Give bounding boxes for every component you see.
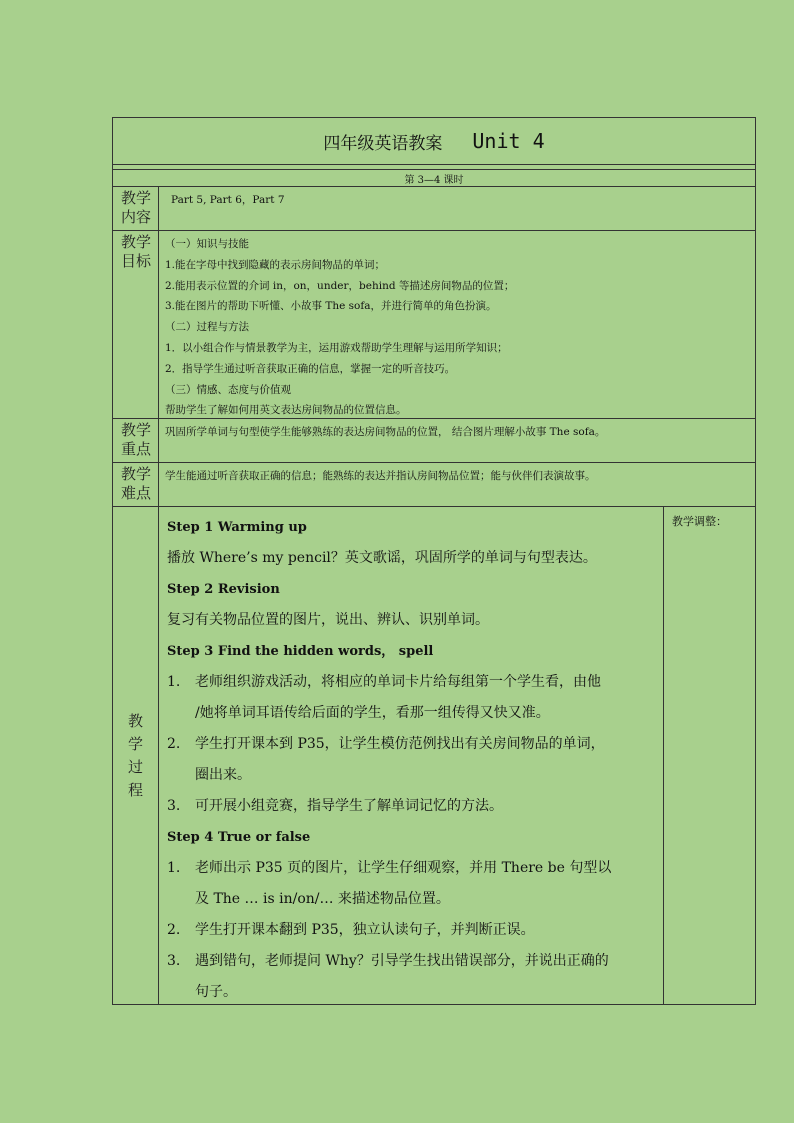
difficulty-cell — [159, 463, 755, 506]
list-text: 及 The … is in/on/… 来描述物品位置。 — [195, 891, 450, 907]
process-row — [113, 507, 755, 1004]
list-item — [167, 853, 657, 884]
list-item-cont — [167, 760, 657, 791]
list-text: 可开展小组竞赛，指导学生了解单词记忆的方法。 — [195, 798, 503, 814]
process-label-cell — [113, 507, 159, 1004]
period-row — [113, 170, 755, 187]
list-item-cont — [167, 698, 657, 729]
process-cell — [159, 507, 664, 1004]
goals-line: 2．指导学生通过听音获取正确的信息，掌握一定的听音技巧。 — [165, 362, 456, 375]
content-row — [113, 187, 755, 231]
list-number: 1. — [167, 860, 181, 876]
list-item-cont — [167, 884, 657, 915]
difficulty-row — [113, 463, 755, 507]
list-text: 句子。 — [195, 984, 237, 1000]
list-number: 1. — [167, 674, 181, 690]
list-text: 学生打开课本翻到 P35，独立认读句子，并判断正误。 — [195, 922, 535, 938]
list-item — [167, 729, 657, 760]
goals-line: （一）知识与技能 — [165, 238, 249, 250]
list-number: 3. — [167, 798, 181, 814]
adjustment-label: 教学调整： — [672, 515, 727, 528]
content-label: 教学内容 — [113, 187, 159, 230]
list-number: 2. — [167, 922, 181, 938]
content-text: Part 5, Part 6，Part 7 — [171, 194, 285, 206]
list-item — [167, 946, 657, 977]
list-item — [167, 667, 657, 698]
goals-line: 帮助学生了解如何用英文表达房间物品的位置信息。 — [165, 404, 407, 417]
goals-row — [113, 231, 755, 419]
key-cell — [159, 419, 755, 462]
goals-cell — [159, 231, 755, 418]
goals-label: 教学目标 — [113, 231, 159, 418]
list-text: 圈出来。 — [195, 767, 251, 783]
step-title: Step 2 Revision — [167, 582, 280, 597]
unit-title: Unit 4 — [472, 129, 545, 153]
list-text: 学生打开课本到 P35，让学生模仿范例找出有关房间物品的单词， — [195, 736, 605, 752]
goals-line: （三）情感、态度与价值观 — [165, 383, 291, 396]
lesson-plan-table — [112, 117, 756, 1005]
step-title: Step 4 True or false — [167, 830, 311, 845]
list-item-cont — [167, 977, 657, 1008]
list-number: 3. — [167, 953, 181, 969]
page-title: 四年级英语教案 — [323, 133, 443, 154]
period-text: 第 3—4 课时 — [404, 174, 464, 186]
goals-line: 1．以小组合作与情景教学为主，运用游戏帮助学生理解与运用所学知识； — [165, 341, 508, 354]
step-text: 复习有关物品位置的图片，说出、辨认、识别单词。 — [167, 612, 489, 628]
content-cell — [159, 187, 755, 230]
list-item — [167, 791, 657, 822]
adjustment-cell — [664, 507, 755, 1004]
list-number: 2. — [167, 736, 181, 752]
key-text: 巩固所学单词与句型使学生能够熟练的表达房间物品的位置， 结合图片理解小故事 The sofa。 — [165, 426, 606, 438]
goals-line: 2.能用表示位置的介词 in，on，under，behind 等描述房间物品的位置； — [165, 279, 515, 292]
title-row — [113, 118, 755, 165]
goals-line: 3.能在图片的帮助下听懂、小故事 The sofa，并进行简单的角色扮演。 — [165, 300, 497, 313]
difficulty-label: 教学难点 — [113, 463, 159, 506]
step-title: Step 3 Find the hidden words， spell — [167, 644, 434, 659]
list-text: 老师出示 P35 页的图片，让学生仔细观察，并用 There be 句型以 — [195, 860, 612, 876]
list-text: 老师组织游戏活动，将相应的单词卡片给每组第一个学生看，由他 — [195, 674, 601, 690]
process-label: 教学过程 — [127, 711, 143, 799]
key-row — [113, 419, 755, 463]
list-text: 遇到错句，老师提问 Why？引导学生找出错误部分，并说出正确的 — [195, 953, 609, 969]
step-title: Step 1 Warming up — [167, 520, 307, 535]
difficulty-text: 学生能通过听音获取正确的信息；能熟练的表达并指认房间物品位置；能与伙伴们表演故事。 — [165, 470, 596, 482]
goals-line: （二）过程与方法 — [165, 321, 249, 334]
goals-line: 1.能在字母中找到隐藏的表示房间物品的单词； — [165, 258, 386, 271]
list-item — [167, 915, 657, 946]
list-text: /她将单词耳语传给后面的学生，看那一组传得又快又准。 — [195, 705, 550, 721]
step-text: 播放 Where’s my pencil？英文歌谣，巩固所学的单词与句型表达。 — [167, 550, 597, 566]
key-label: 教学重点 — [113, 419, 159, 462]
